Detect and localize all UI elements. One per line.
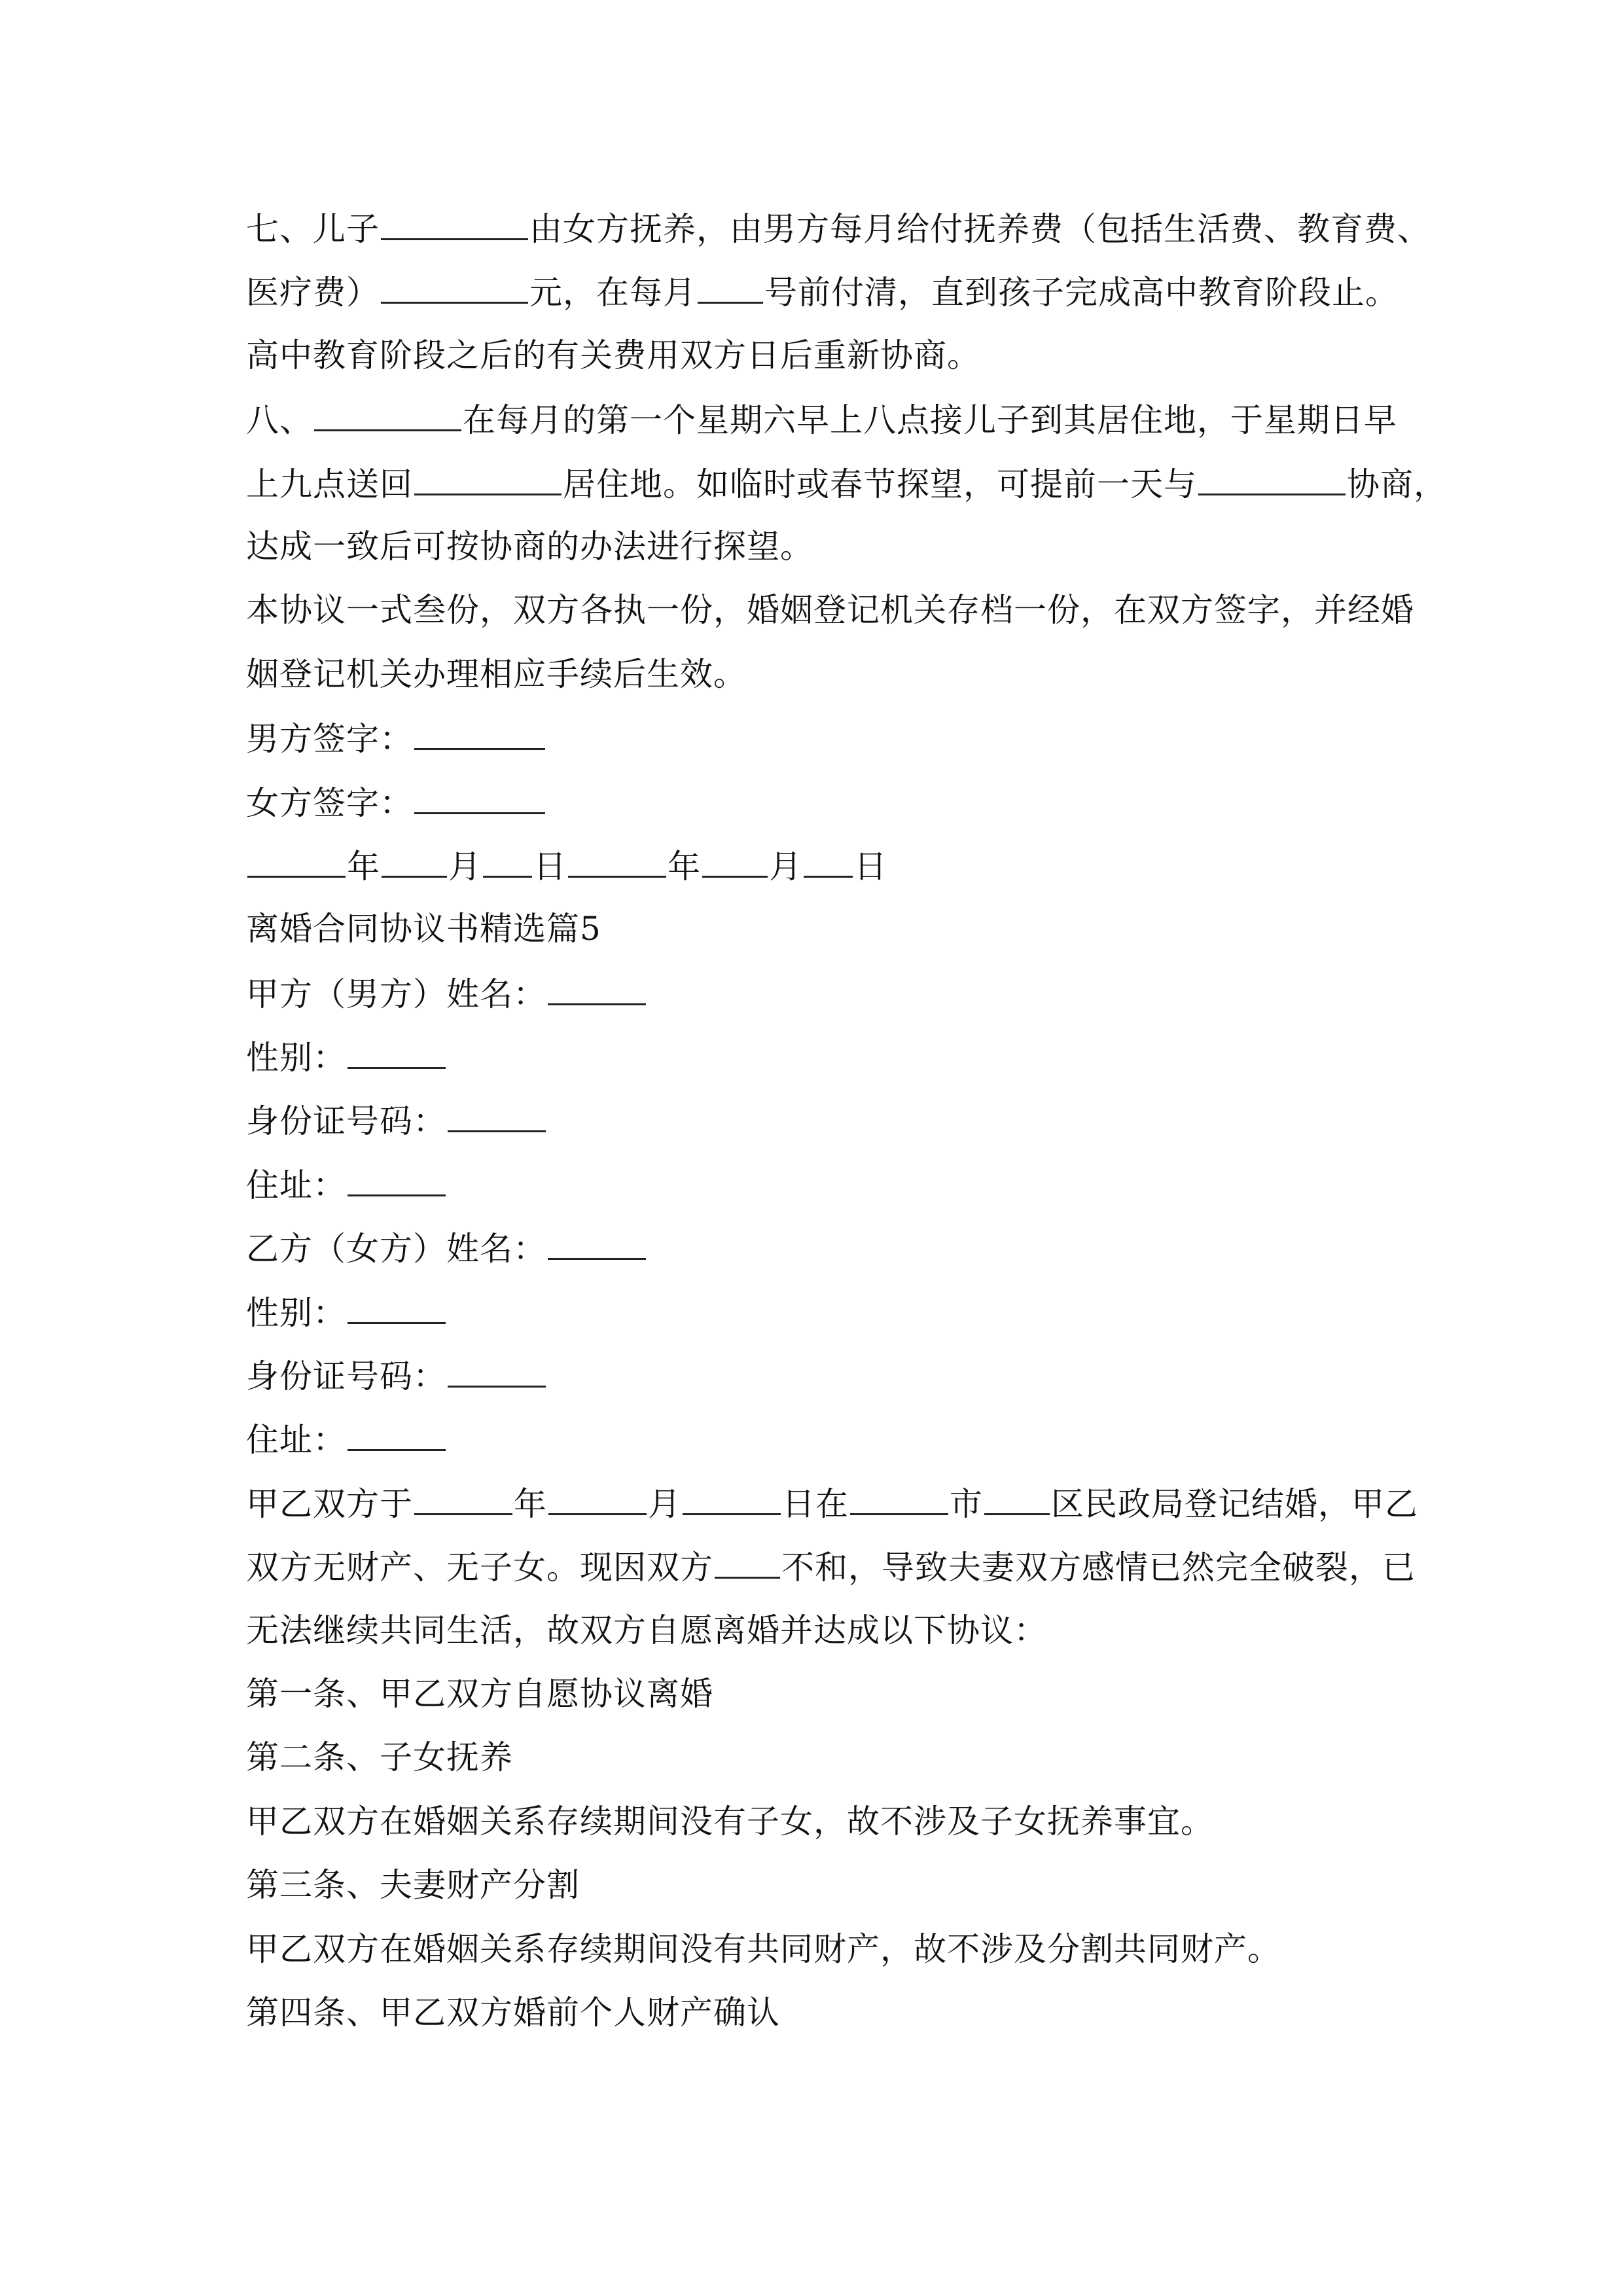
line-text: 第一条、甲乙双方自愿协议离婚: [246, 1674, 713, 1713]
line-text: 本协议一式叁份，双方各执一份，婚姻登记机关存档一份，在双方签字，并经婚: [246, 591, 1414, 630]
line-text: 区民政局登记结婚，甲乙: [1051, 1484, 1418, 1523]
line-text: 市: [950, 1484, 983, 1523]
fill-in-blank[interactable]: [702, 834, 768, 878]
line-text: 元，在每月: [529, 274, 696, 312]
line-text: 由女方抚养，由男方每月给付抚养费（包括生活费、教育费、: [529, 210, 1431, 248]
line-text: 甲乙双方于: [246, 1484, 413, 1523]
line-text: 年: [514, 1484, 547, 1523]
line-text: 日在: [782, 1484, 849, 1523]
fill-in-blank[interactable]: [348, 1025, 446, 1069]
fill-in-blank[interactable]: [548, 961, 646, 1005]
fill-in-blank[interactable]: [448, 1344, 546, 1388]
line-text: 月: [769, 847, 802, 886]
line-text: 上九点送回: [246, 465, 413, 503]
line-text: 甲方（男方）姓名：: [246, 975, 546, 1013]
fill-in-blank[interactable]: [348, 1407, 446, 1451]
text-line: [246, 1153, 1378, 1216]
line-text: 月: [448, 847, 482, 886]
line-text: 第四条、甲乙双方婚前个人财产确认: [246, 1993, 780, 2032]
text-line: [246, 1535, 1416, 1598]
line-text: 男方签字：: [246, 720, 413, 759]
fill-in-blank[interactable]: [483, 834, 532, 878]
line-text: 日: [533, 847, 567, 886]
text-line: [246, 1344, 1378, 1407]
fill-in-blank[interactable]: [414, 452, 562, 495]
line-text: 年: [668, 847, 701, 886]
text-line: [246, 1981, 1378, 2045]
fill-in-blank[interactable]: [381, 260, 528, 304]
text-line: [246, 196, 1431, 260]
line-text: 第三条、夫妻财产分割: [246, 1866, 580, 1905]
text-line: [246, 1854, 1378, 1917]
fill-in-blank[interactable]: [247, 834, 346, 878]
fill-in-blank[interactable]: [414, 706, 545, 750]
line-text: 医疗费）: [246, 274, 380, 312]
line-text: 达成一致后可按协商的办法进行探望。: [246, 527, 813, 565]
text-line: [246, 961, 1378, 1025]
line-text: 高中教育阶段之后的有关费用双方日后重新协商。: [246, 336, 980, 374]
line-text: 性别：: [246, 1039, 346, 1077]
line-text: 身份证号码：: [246, 1102, 446, 1141]
line-text: 甲乙双方在婚姻关系存续期间没有共同财产，故不涉及分割共同财产。: [246, 1929, 1281, 1968]
text-line: [246, 515, 1378, 579]
fill-in-blank[interactable]: [314, 387, 461, 431]
fill-in-blank[interactable]: [548, 1216, 646, 1260]
line-text: 离婚合同协议书精选篇5: [246, 910, 601, 948]
text-line: [246, 452, 1447, 515]
text-line: [246, 643, 1378, 706]
fill-in-blank[interactable]: [683, 1471, 781, 1515]
fill-in-blank[interactable]: [448, 1088, 546, 1132]
fill-in-blank[interactable]: [414, 770, 545, 814]
fill-in-blank[interactable]: [548, 1471, 647, 1515]
fill-in-blank[interactable]: [804, 834, 853, 878]
fill-in-blank[interactable]: [984, 1471, 1050, 1515]
text-line: [246, 1407, 1378, 1471]
fill-in-blank[interactable]: [381, 196, 528, 240]
fill-in-blank[interactable]: [698, 260, 763, 304]
line-text: 八、: [246, 401, 313, 440]
fill-in-blank[interactable]: [348, 1280, 446, 1324]
line-text: 性别：: [246, 1293, 346, 1332]
line-text: 年: [347, 847, 380, 886]
line-text: 号前付清，直到孩子完成高中教育阶段止。: [764, 274, 1399, 312]
fill-in-blank[interactable]: [1198, 452, 1346, 495]
text-line: [246, 706, 1378, 770]
text-line: [246, 770, 1378, 834]
text-line: [246, 1790, 1378, 1854]
text-line: [246, 897, 1378, 961]
line-text: 住址：: [246, 1421, 346, 1460]
fill-in-blank[interactable]: [382, 834, 447, 878]
fill-in-blank[interactable]: [414, 1471, 512, 1515]
fill-in-blank[interactable]: [715, 1535, 780, 1579]
line-text: 七、儿子: [246, 210, 380, 248]
line-text: 在每月的第一个星期六早上八点接儿子到其居住地，于星期日早: [463, 401, 1397, 440]
document-body: [246, 196, 1447, 2045]
text-line: [246, 834, 1378, 897]
text-line: [246, 1662, 1378, 1726]
line-text: 居住地。如临时或春节探望，可提前一天与: [563, 465, 1197, 503]
text-line: [246, 1726, 1378, 1789]
line-text: 女方签字：: [246, 783, 413, 822]
text-line: [246, 1088, 1378, 1152]
line-text: 双方无财产、无子女。现因双方: [246, 1549, 713, 1587]
fill-in-blank[interactable]: [348, 1153, 446, 1196]
line-text: 住址：: [246, 1166, 346, 1204]
text-line: [246, 1471, 1418, 1535]
line-text: 甲乙双方在婚姻关系存续期间没有子女，故不涉及子女抚养事宜。: [246, 1802, 1214, 1840]
text-line: [246, 387, 1397, 451]
text-line: [246, 1599, 1378, 1662]
fill-in-blank[interactable]: [850, 1471, 948, 1515]
line-text: 月: [648, 1484, 681, 1523]
text-line: [246, 260, 1399, 323]
text-line: [246, 1280, 1378, 1344]
line-text: 姻登记机关办理相应手续后生效。: [246, 655, 747, 693]
line-text: 乙方（女方）姓名：: [246, 1230, 546, 1268]
line-text: 身份证号码：: [246, 1357, 446, 1396]
text-line: [246, 1216, 1378, 1280]
line-text: 无法继续共同生活，故双方自愿离婚并达成以下协议：: [246, 1611, 1047, 1649]
text-line: [246, 1918, 1378, 1981]
text-line: [246, 1025, 1378, 1088]
text-line: [246, 324, 1378, 387]
fill-in-blank[interactable]: [568, 834, 666, 878]
text-line: [246, 579, 1414, 642]
line-text: 协商，: [1347, 465, 1447, 503]
line-text: 日: [854, 847, 887, 886]
line-text: 第二条、子女抚养: [246, 1738, 513, 1777]
line-text: 不和，导致夫妻双方感情已然完全破裂，已: [781, 1549, 1416, 1587]
